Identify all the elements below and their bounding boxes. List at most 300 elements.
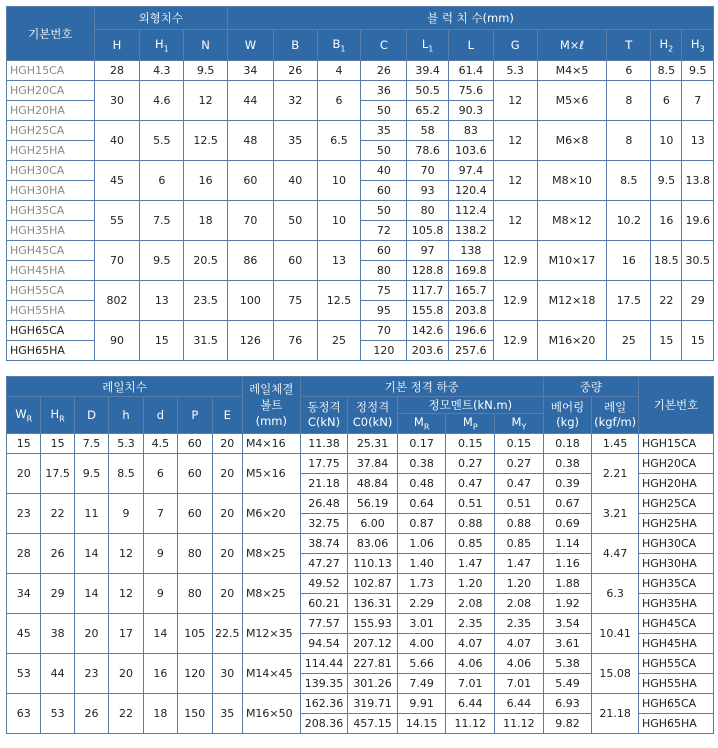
rail-weight: 15.08 xyxy=(592,654,639,694)
table-cell: 80 xyxy=(178,574,212,614)
table-cell: 40 xyxy=(273,161,317,201)
model-number: HGH25HA xyxy=(638,514,713,534)
col-h: h xyxy=(109,397,143,434)
table-cell: 22 xyxy=(41,494,74,534)
model-number: HGH55HA xyxy=(638,674,713,694)
table-cell: 6.93 xyxy=(543,694,592,714)
table-cell: 50 xyxy=(361,101,407,121)
model-number: HGH25CA xyxy=(638,494,713,514)
table-cell: 28 xyxy=(7,534,41,574)
table-cell: 26 xyxy=(74,694,108,734)
table-cell: 13.8 xyxy=(682,161,714,201)
table-cell: 0.38 xyxy=(397,454,446,474)
table-cell: 110.13 xyxy=(348,554,398,574)
table-cell: 5.49 xyxy=(543,674,592,694)
rail-bolt: M6×20 xyxy=(242,494,300,534)
table-cell: 90.3 xyxy=(448,101,493,121)
table-cell: 25.31 xyxy=(348,434,398,454)
table-cell: 6.5 xyxy=(317,121,361,161)
table-cell: 10 xyxy=(651,121,682,161)
table-cell: 7.01 xyxy=(446,674,495,694)
col-MY: $M_Y$ xyxy=(495,414,544,434)
col-header: $H_3$ xyxy=(682,30,714,61)
table-cell: 22 xyxy=(109,694,143,734)
table-cell: 53 xyxy=(41,694,74,734)
table-cell: 0.88 xyxy=(495,514,544,534)
table-cell: 1.92 xyxy=(543,594,592,614)
table-cell: 12 xyxy=(493,201,537,241)
outer-dims-header: 외형치수 xyxy=(94,7,227,30)
table-cell: 155.8 xyxy=(407,301,449,321)
table-cell: 90 xyxy=(94,321,140,361)
model-number: HGH45CA xyxy=(7,241,95,261)
table-cell: M4×5 xyxy=(537,61,607,81)
table-cell: 77.57 xyxy=(300,614,348,634)
table-cell: 13 xyxy=(317,241,361,281)
table-cell: 39.4 xyxy=(407,61,449,81)
table-cell: 93 xyxy=(407,181,449,201)
table-cell: 48.84 xyxy=(348,474,398,494)
table-cell: 9.5 xyxy=(184,61,228,81)
table-cell: 30 xyxy=(94,81,140,121)
table-cell: 75 xyxy=(361,281,407,301)
table-cell: 203.8 xyxy=(448,301,493,321)
table-cell: 203.6 xyxy=(407,341,449,361)
table-cell: 1.16 xyxy=(543,554,592,574)
table-row xyxy=(7,494,714,514)
col-WR: $W_R$ xyxy=(7,397,41,434)
table-cell: 10 xyxy=(317,161,361,201)
table-cell: 0.47 xyxy=(446,474,495,494)
table-cell: 0.64 xyxy=(397,494,446,514)
rail-weight: 3.21 xyxy=(592,494,639,534)
table-cell: 7.01 xyxy=(495,674,544,694)
table-row xyxy=(7,81,714,101)
table-cell: 40 xyxy=(361,161,407,181)
table-cell: 14 xyxy=(74,534,108,574)
col-header: T xyxy=(607,30,651,61)
table-cell: 0.87 xyxy=(397,514,446,534)
table-cell: M5×6 xyxy=(537,81,607,121)
table-cell: 15 xyxy=(41,434,74,454)
table-cell: 75.6 xyxy=(448,81,493,101)
col-MR: $M_R$ xyxy=(397,414,446,434)
table-cell: 45 xyxy=(94,161,140,201)
load-rating-header: 기본 정격 하중 xyxy=(300,377,543,397)
table-cell: 15 xyxy=(682,321,714,361)
rail-bolt: M16×50 xyxy=(242,694,300,734)
table-cell: 50 xyxy=(361,141,407,161)
table-cell: 6.00 xyxy=(348,514,398,534)
rail-weight: 2.21 xyxy=(592,454,639,494)
table-cell: 11.12 xyxy=(495,714,544,734)
table-cell: 0.85 xyxy=(495,534,544,554)
table-cell: 0.27 xyxy=(495,454,544,474)
rail-weight: 10.41 xyxy=(592,614,639,654)
dynamic-rating-header: 동정격 C(kN) xyxy=(300,397,348,434)
rail-dims-header: 레일치수 xyxy=(7,377,243,397)
table-cell: 29 xyxy=(41,574,74,614)
table-cell: 9 xyxy=(143,534,177,574)
table-cell: 12 xyxy=(184,81,228,121)
table-cell: 26.48 xyxy=(300,494,348,514)
table-cell: 70 xyxy=(361,321,407,341)
table-cell: 23 xyxy=(74,654,108,694)
table-cell: 5.5 xyxy=(140,121,184,161)
table-row xyxy=(7,434,714,454)
table-cell: 13 xyxy=(682,121,714,161)
table-cell: 28 xyxy=(94,61,140,81)
table-cell: 1.88 xyxy=(543,574,592,594)
table-cell: 37.84 xyxy=(348,454,398,474)
table-cell: 120 xyxy=(361,341,407,361)
table-cell: 10.2 xyxy=(607,201,651,241)
table-cell: 80 xyxy=(407,201,449,221)
table-cell: 2.35 xyxy=(495,614,544,634)
table-cell: 80 xyxy=(178,534,212,574)
table-cell: 35 xyxy=(273,121,317,161)
table-cell: 114.44 xyxy=(300,654,348,674)
table-cell: 1.73 xyxy=(397,574,446,594)
table-cell: 7 xyxy=(143,494,177,534)
table-cell: 0.18 xyxy=(543,434,592,454)
table-cell: 2.08 xyxy=(446,594,495,614)
table-cell: 117.7 xyxy=(407,281,449,301)
table-cell: 5.3 xyxy=(493,61,537,81)
table-cell: 22 xyxy=(651,281,682,321)
table-cell: 139.35 xyxy=(300,674,348,694)
table-cell: 319.71 xyxy=(348,694,398,714)
table-cell: 23 xyxy=(7,494,41,534)
moment-header: 정모멘트(kN.m) xyxy=(397,397,543,414)
table-cell: 38 xyxy=(41,614,74,654)
table-cell: 36 xyxy=(361,81,407,101)
table-cell: 48 xyxy=(228,121,274,161)
col-header: W xyxy=(228,30,274,61)
table-cell: 53 xyxy=(7,654,41,694)
table-cell: 0.51 xyxy=(446,494,495,514)
table-cell: 0.51 xyxy=(495,494,544,514)
table-cell: 12 xyxy=(493,121,537,161)
table-cell: 12 xyxy=(493,81,537,121)
table-cell: M12×18 xyxy=(537,281,607,321)
table-cell: 12.9 xyxy=(493,321,537,361)
table-row xyxy=(7,161,714,181)
table-cell: 34 xyxy=(7,574,41,614)
table-cell: 12 xyxy=(493,161,537,201)
table-cell: 17.5 xyxy=(607,281,651,321)
model-number: HGH35HA xyxy=(638,594,713,614)
col-header: G xyxy=(493,30,537,61)
rail-bolt: M4×16 xyxy=(242,434,300,454)
table-cell: 100 xyxy=(228,281,274,321)
table-cell: 8 xyxy=(607,121,651,161)
table-cell: 9.5 xyxy=(682,61,714,81)
col-header: $H_2$ xyxy=(651,30,682,61)
bearing-weight-header: 베어링 (kg) xyxy=(543,397,592,434)
model-number: HGH25CA xyxy=(7,121,95,141)
table-cell: 12.5 xyxy=(184,121,228,161)
table-cell: 4.5 xyxy=(143,434,177,454)
table-cell: 6 xyxy=(317,81,361,121)
col-P: P xyxy=(178,397,212,434)
table-cell: 22.5 xyxy=(212,614,242,654)
table-cell: 44 xyxy=(228,81,274,121)
table-cell: 30.5 xyxy=(682,241,714,281)
model-number: HGH35CA xyxy=(7,201,95,221)
block-dims-header: 블 럭 치 수(mm) xyxy=(228,7,714,30)
table-cell: 20.5 xyxy=(184,241,228,281)
table-cell: 18.5 xyxy=(651,241,682,281)
col-header: M×ℓ xyxy=(537,30,607,61)
table-row xyxy=(7,61,714,81)
table-row xyxy=(7,534,714,554)
table-cell: M10×17 xyxy=(537,241,607,281)
table-cell: 1.20 xyxy=(446,574,495,594)
table-cell: 60 xyxy=(273,241,317,281)
table-cell: 72 xyxy=(361,221,407,241)
col-d: d xyxy=(143,397,177,434)
table-cell: 112.4 xyxy=(448,201,493,221)
static-rating-header: 정정격 C0(kN) xyxy=(348,397,398,434)
table-cell: 802 xyxy=(94,281,140,321)
table-cell: 1.20 xyxy=(495,574,544,594)
table-cell: 3.61 xyxy=(543,634,592,654)
table-cell: 138 xyxy=(448,241,493,261)
table-cell: 16 xyxy=(143,654,177,694)
model-number: HGH30CA xyxy=(638,534,713,554)
col-E: E xyxy=(212,397,242,434)
table-cell: 138.2 xyxy=(448,221,493,241)
model-number: HGH65HA xyxy=(7,341,95,361)
table-cell: 16 xyxy=(184,161,228,201)
table-cell: 35 xyxy=(212,694,242,734)
table-row xyxy=(7,574,714,594)
table-cell: 60 xyxy=(178,434,212,454)
table-cell: 0.39 xyxy=(543,474,592,494)
table-cell: 21.18 xyxy=(300,474,348,494)
table-cell: 0.27 xyxy=(446,454,495,474)
table-cell: 50 xyxy=(361,201,407,221)
table-cell: 126 xyxy=(228,321,274,361)
table-cell: 61.4 xyxy=(448,61,493,81)
table-cell: 6 xyxy=(651,81,682,121)
table-cell: 32 xyxy=(273,81,317,121)
table-cell: 0.15 xyxy=(446,434,495,454)
table-cell: 0.17 xyxy=(397,434,446,454)
table-cell: 32.75 xyxy=(300,514,348,534)
col-header: B xyxy=(273,30,317,61)
table-cell: 4.06 xyxy=(446,654,495,674)
table-cell: 2.29 xyxy=(397,594,446,614)
table-cell: 8.5 xyxy=(651,61,682,81)
table-cell: 6 xyxy=(143,454,177,494)
col-header: $L_1$ xyxy=(407,30,449,61)
col-header: H xyxy=(94,30,140,61)
table-cell: 5.66 xyxy=(397,654,446,674)
table-cell: 60 xyxy=(361,241,407,261)
table-cell: 20 xyxy=(212,434,242,454)
rail-bolt: M8×25 xyxy=(242,574,300,614)
table-cell: 8.5 xyxy=(607,161,651,201)
table-cell: 60 xyxy=(228,161,274,201)
table-cell: 75 xyxy=(273,281,317,321)
table-cell: 0.67 xyxy=(543,494,592,514)
rail-bolt: M8×25 xyxy=(242,534,300,574)
table-cell: 18 xyxy=(143,694,177,734)
table-cell: 142.6 xyxy=(407,321,449,341)
model-number: HGH45CA xyxy=(638,614,713,634)
table-cell: 2.08 xyxy=(495,594,544,614)
table-cell: 76 xyxy=(273,321,317,361)
table-cell: 20 xyxy=(212,534,242,574)
table-cell: 4.3 xyxy=(140,61,184,81)
table-cell: 12.9 xyxy=(493,281,537,321)
table-cell: 196.6 xyxy=(448,321,493,341)
table-cell: 16 xyxy=(607,241,651,281)
table-cell: 4.6 xyxy=(140,81,184,121)
table-cell: 12 xyxy=(109,534,143,574)
table-cell: 70 xyxy=(407,161,449,181)
model-number: HGH30CA xyxy=(7,161,95,181)
table-cell: 5.3 xyxy=(109,434,143,454)
table-cell: 13 xyxy=(140,281,184,321)
table-cell: 9 xyxy=(143,574,177,614)
table-cell: 20 xyxy=(212,454,242,494)
table-cell: 3.54 xyxy=(543,614,592,634)
table-cell: 105 xyxy=(178,614,212,654)
table-cell: 70 xyxy=(228,201,274,241)
table-cell: M6×8 xyxy=(537,121,607,161)
table-cell: 3.01 xyxy=(397,614,446,634)
table-cell: 105.8 xyxy=(407,221,449,241)
rail-bolt: M14×45 xyxy=(242,654,300,694)
rail-weight: 4.47 xyxy=(592,534,639,574)
table-cell: 20 xyxy=(212,494,242,534)
table-cell: 23.5 xyxy=(184,281,228,321)
table-cell: 9.91 xyxy=(397,694,446,714)
table-cell: 0.48 xyxy=(397,474,446,494)
table-row xyxy=(7,321,714,341)
table-cell: 7.49 xyxy=(397,674,446,694)
table-cell: 162.36 xyxy=(300,694,348,714)
table-cell: 4 xyxy=(317,61,361,81)
table-cell: M8×12 xyxy=(537,201,607,241)
table-cell: 60.21 xyxy=(300,594,348,614)
model-number: HGH55CA xyxy=(7,281,95,301)
table-cell: 20 xyxy=(212,574,242,614)
table-cell: 1.14 xyxy=(543,534,592,554)
table-cell: 4.06 xyxy=(495,654,544,674)
table-cell: 136.31 xyxy=(348,594,398,614)
table-cell: 17.5 xyxy=(41,454,74,494)
table-cell: 80 xyxy=(361,261,407,281)
rail-load-table xyxy=(6,376,714,734)
rail-bolt: M5×16 xyxy=(242,454,300,494)
table-cell: 14.15 xyxy=(397,714,446,734)
weight-header: 중량 xyxy=(543,377,638,397)
table-cell: 50.5 xyxy=(407,81,449,101)
table-cell: 63 xyxy=(7,694,41,734)
table-cell: 165.7 xyxy=(448,281,493,301)
table-cell: 26 xyxy=(361,61,407,81)
table-cell: 8 xyxy=(607,81,651,121)
table-cell: 155.93 xyxy=(348,614,398,634)
table-cell: 1.47 xyxy=(495,554,544,574)
table-cell: 120.4 xyxy=(448,181,493,201)
table-cell: 95 xyxy=(361,301,407,321)
table-cell: 5.38 xyxy=(543,654,592,674)
table-cell: 65.2 xyxy=(407,101,449,121)
table-cell: 94.54 xyxy=(300,634,348,654)
model-number: HGH65CA xyxy=(7,321,95,341)
table-cell: 55 xyxy=(94,201,140,241)
table-cell: 0.85 xyxy=(446,534,495,554)
table-cell: 11 xyxy=(74,494,108,534)
table-cell: 150 xyxy=(178,694,212,734)
table-cell: 102.87 xyxy=(348,574,398,594)
table-cell: 83 xyxy=(448,121,493,141)
table-cell: 9.82 xyxy=(543,714,592,734)
table-cell: M16×20 xyxy=(537,321,607,361)
table-cell: 26 xyxy=(41,534,74,574)
table-cell: 18 xyxy=(184,201,228,241)
table-cell: 128.8 xyxy=(407,261,449,281)
table-cell: 78.6 xyxy=(407,141,449,161)
table-cell: 9.5 xyxy=(140,241,184,281)
table-cell: 207.12 xyxy=(348,634,398,654)
table-cell: 7.5 xyxy=(140,201,184,241)
table-cell: 103.6 xyxy=(448,141,493,161)
model-number: HGH55CA xyxy=(638,654,713,674)
table-cell: 0.38 xyxy=(543,454,592,474)
table-cell: 4.00 xyxy=(397,634,446,654)
table-cell: 60 xyxy=(361,181,407,201)
col-header: N xyxy=(184,30,228,61)
model-number: HGH55HA xyxy=(7,301,95,321)
col-header: L xyxy=(448,30,493,61)
rail-weight: 21.18 xyxy=(592,694,639,734)
table-cell: 20 xyxy=(74,614,108,654)
table-cell: 6 xyxy=(140,161,184,201)
rail-weight: 6.3 xyxy=(592,574,639,614)
table-row xyxy=(7,281,714,301)
table-cell: 25 xyxy=(317,321,361,361)
table-cell: 227.81 xyxy=(348,654,398,674)
col-D: D xyxy=(74,397,108,434)
table-cell: 7.5 xyxy=(74,434,108,454)
table-row xyxy=(7,614,714,634)
table-cell: 169.8 xyxy=(448,261,493,281)
table-cell: 4.07 xyxy=(495,634,544,654)
table-cell: 14 xyxy=(143,614,177,654)
table-cell: 86 xyxy=(228,241,274,281)
table-cell: 20 xyxy=(109,654,143,694)
table-cell: 25 xyxy=(607,321,651,361)
table-cell: 31.5 xyxy=(184,321,228,361)
table-cell: 40 xyxy=(94,121,140,161)
model-number: HGH25HA xyxy=(7,141,95,161)
table-cell: 30 xyxy=(212,654,242,694)
table-cell: 1.06 xyxy=(397,534,446,554)
model-number: HGH30HA xyxy=(7,181,95,201)
table-cell: 97.4 xyxy=(448,161,493,181)
table-cell: 6.44 xyxy=(495,694,544,714)
table-cell: 0.15 xyxy=(495,434,544,454)
table-cell: 6.44 xyxy=(446,694,495,714)
col-header: $B_1$ xyxy=(317,30,361,61)
table-cell: 12.5 xyxy=(317,281,361,321)
